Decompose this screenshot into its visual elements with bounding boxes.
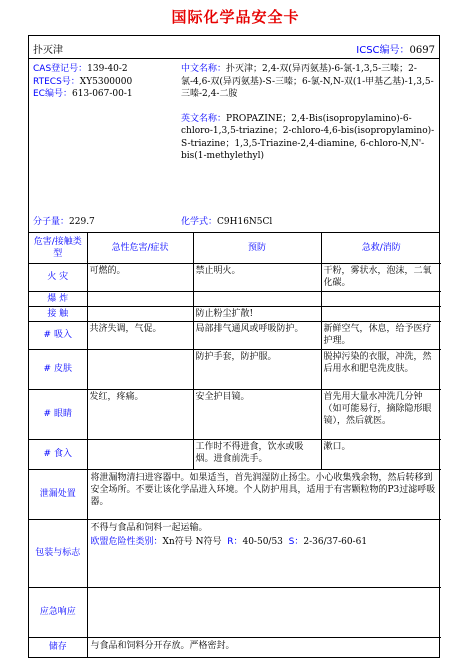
table-row: 接 触 防止粉尘扩散! <box>29 306 441 321</box>
col-acute: 急性危害/症状 <box>87 233 193 263</box>
cas-number: CAS登记号：139-40-2 <box>33 64 128 74</box>
table-row: # 吸入 共济失调，气促。 局部排气通风或呼吸防护。 新鲜空气，休息，给予医疗护理。 <box>29 321 441 349</box>
rtecs-number: RTECS号：XY5300000 <box>33 76 133 87</box>
packaging-label: 包装与标志 <box>29 519 87 587</box>
emergency-text <box>87 587 441 637</box>
chemical-name: 扑灭津 <box>33 45 63 56</box>
spill-text: 将泄漏物清扫进容器中。如果适当，首先润湿防止扬尘。小心收集残余物，然后转移到安全场所。不要让该化学品进入环境。个人防护用具，适用于有害颗粒物的P3过滤呼吸器。 <box>87 469 441 519</box>
ec-number: EC编号：613-067-00-1 <box>33 89 133 99</box>
col-prevention: 预防 <box>193 233 321 263</box>
table-row: # 皮肤 防护手套，防护服。 脱掉污染的衣服，冲洗，然后用水和肥皂洗皮肤。 <box>29 349 441 389</box>
registry-numbers <box>33 63 173 101</box>
chinese-name: 中文名称：扑灭津；2,4-双(异丙氨基)-6-氯-1,3,5-三嗪；2-氯-4,6-双(异丙氨基)-S-三嗪；6-氯-N,N-双(1-甲基乙基)-1,3,5-三嗪-2,4-二胺 <box>181 64 434 99</box>
table-row: # 食入 工作时不得进食，饮水或吸烟。进食前洗手。 漱口。 <box>29 439 441 469</box>
chemical-names <box>181 63 437 163</box>
storage-label: 储存 <box>29 637 87 657</box>
page-title: 国际化学品安全卡 <box>171 8 300 26</box>
col-type: 危害/接触类型 <box>29 233 87 263</box>
storage-row <box>29 637 441 657</box>
spill-row <box>29 469 441 519</box>
table-row: 火 灾 可燃的。 禁止明火。 干粉，雾状水，泡沫，二氧化碳。 <box>29 263 441 291</box>
safety-card <box>28 35 440 658</box>
emergency-label: 应急响应 <box>29 587 87 637</box>
packaging-text: 不得与食品和饲料一起运输。 欧盟危险性类别：Xn符号 N符号 R：40-50/53 S：2-36/37-60-61 <box>87 519 441 587</box>
eu-classification: 欧盟危险性类别：Xn符号 N符号 R：40-50/53 S：2-36/37-60-61 <box>90 536 368 547</box>
table-row: # 眼睛 发红，疼痛。 安全护目镜。 首先用大量水冲洗几分钟（如可能易行，摘除隐形眼镜），然后就医。 <box>29 389 441 439</box>
molecular-weight: 分子量：229.7 <box>33 216 95 227</box>
english-name: 英文名称：PROPAZINE；2,4-Bis(isopropylamino)-6-chloro-1,3,5-triazine；2-chloro-4,6-bis(isopropylamino)-S-triazine；1,3,5-Triazine-2,4-diamine, 6-chloro-N,N'-bis(1-methylethyl) <box>181 113 435 161</box>
packaging-row <box>29 519 441 587</box>
table-row: 爆 炸 <box>29 291 441 306</box>
identification-block <box>29 59 439 233</box>
card-header <box>29 36 439 59</box>
icsc-number: ICSC编号：0697 <box>356 45 435 56</box>
col-firstaid: 急救/消防 <box>321 233 441 263</box>
table-header-row <box>29 233 441 263</box>
chemical-formula: 化学式：C9H16N5Cl <box>181 216 273 227</box>
emergency-row <box>29 587 441 637</box>
spill-label: 泄漏处置 <box>29 469 87 519</box>
hazard-table <box>29 233 441 657</box>
storage-text: 与食品和饲料分开存放。严格密封。 <box>87 637 441 657</box>
